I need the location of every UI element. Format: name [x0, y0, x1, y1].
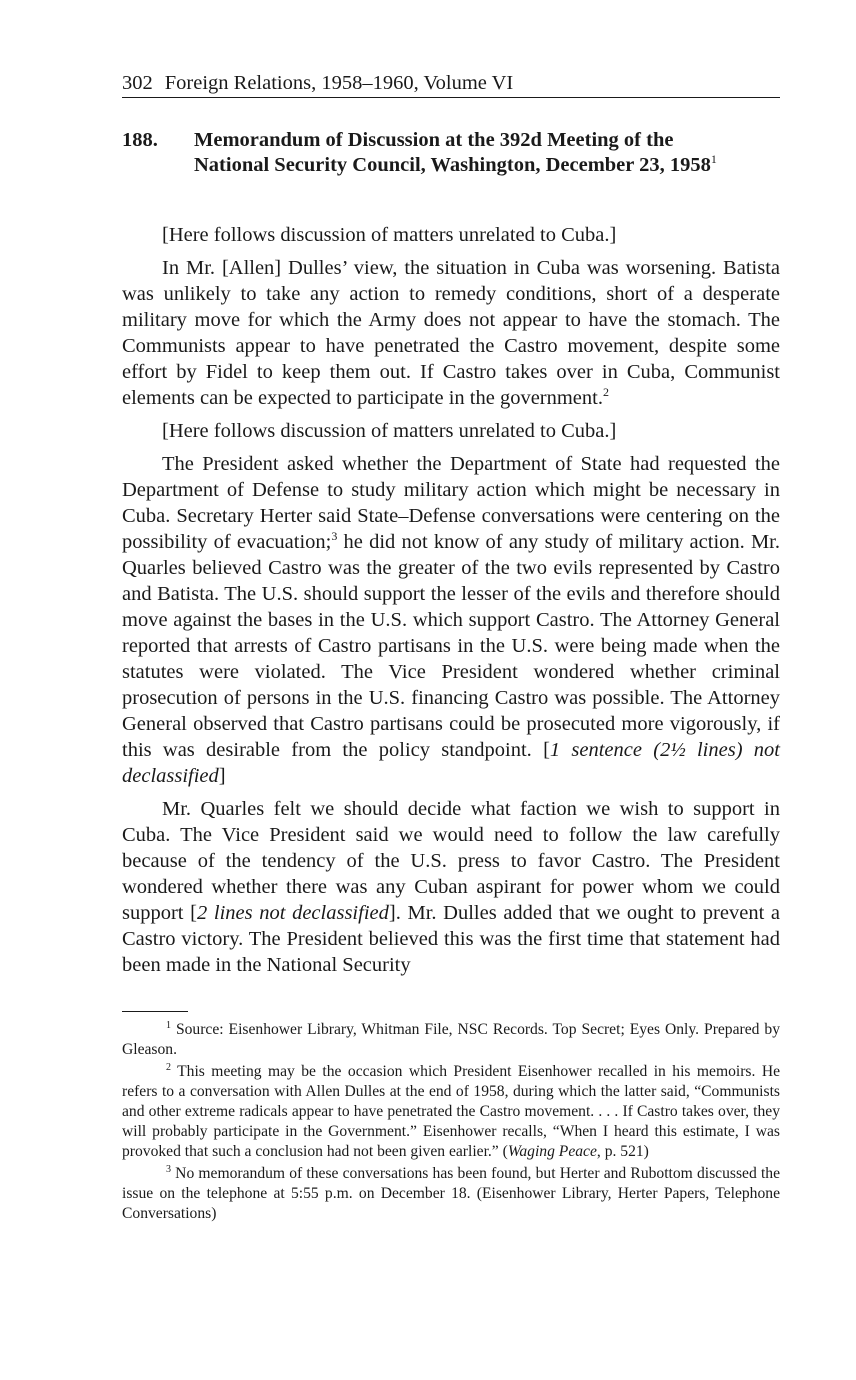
- paragraph-text: ]: [218, 765, 226, 787]
- paragraph-omission-2: [Here follows discussion of matters unrelated to Cuba.]: [162, 420, 617, 442]
- footnote-1: [122, 1020, 780, 1060]
- footnote-marker: 1: [166, 1020, 171, 1031]
- document-body: [122, 222, 780, 978]
- page-number: 302: [122, 72, 153, 94]
- footnote-3: [122, 1164, 780, 1224]
- running-title: Foreign Relations, 1958–1960, Volume VI: [164, 72, 514, 94]
- book-title: Waging Peace: [507, 1143, 597, 1160]
- paragraph-quarles-faction: [122, 796, 780, 978]
- footnote-text: This meeting may be the occasion which President Eisenhower recalled in his memoirs. He refers to a conversation with Allen Dulles at the end of 1958, during which the latter said, “Communists and other extreme radicals appear to have penetrated the Castro movement. . . . If Castro takes over, they will probably participate in the Government.” Eisenhower recalls, “When I heard this estimate, I was provoked that such a conclusion had not been given earlier.” (: [122, 1063, 780, 1160]
- footnote-marker: 3: [166, 1164, 171, 1175]
- title-line-2: [194, 153, 780, 178]
- footnote-text: , p. 521): [596, 1143, 649, 1160]
- footnote-ref-1: 1: [710, 152, 717, 166]
- running-header: [122, 70, 780, 98]
- paragraph-text: The President asked whether the Department of State had requested the Department of Defense to study military action which might be necessary in Cuba. Secretary Herter said State–Defense conversations were centering on the possibility of evacuation;: [122, 453, 780, 553]
- footnotes: [122, 1020, 780, 1224]
- footnote-ref-2: 2: [602, 385, 609, 399]
- paragraph-president-question: [122, 451, 780, 789]
- document-number: 188.: [122, 129, 158, 151]
- document-title: [122, 128, 780, 178]
- page: [122, 70, 780, 1226]
- not-declassified-note: 2 lines not declassified: [196, 902, 389, 924]
- footnote-divider: [122, 1011, 188, 1012]
- title-line-2-text: National Security Council, Washington, December 23, 1958: [194, 154, 711, 176]
- paragraph-text: ]. Mr. Dulles added that we ought to prevent a Castro victory. The President believed this was the first time that statement had been made in the National Security: [122, 902, 781, 976]
- not-declassified-note: 1 sentence (2½ lines) not declassified: [122, 739, 780, 787]
- footnote-marker: 2: [166, 1062, 171, 1073]
- paragraph-omission-1: [Here follows discussion of matters unrelated to Cuba.]: [162, 224, 617, 246]
- paragraph-text: Mr. Quarles felt we should decide what faction we wish to support in Cuba. The Vice President said we would need to follow the law carefully because of the tendency of the U.S. press to favor Castro. The President wondered whether there was any Cuban aspirant for power whom we could support [: [122, 798, 780, 924]
- footnote-text: No memorandum of these conversations has been found, but Herter and Rubottom discussed the issue on the telephone at 5:55 p.m. on December 18. (Eisenhower Library, Herter Papers, Telephone Conversations): [122, 1165, 780, 1222]
- paragraph-dulles-view: [122, 255, 780, 411]
- paragraph-text: he did not know of any study of military action. Mr. Quarles believed Castro was the greater of the two evils represented by Castro and Batista. The U.S. should support the lesser of the evils and therefore should move against the bases in the U.S. which support Castro. The Attorney General reported that arrests of Castro partisans in the U.S. were being made when the statutes were violated. The Vice President wondered whether criminal prosecution of persons in the U.S. financing Castro was possible. The Attorney General observed that Castro partisans could be prosecuted more vigorously, if this was desirable from the policy standpoint. [: [122, 531, 780, 761]
- footnote-text: Source: Eisenhower Library, Whitman File, NSC Records. Top Secret; Eyes Only. Prepared by Gleason.: [122, 1021, 780, 1058]
- paragraph-text: In Mr. [Allen] Dulles’ view, the situation in Cuba was worsening. Batista was unlikely to take any action to remedy conditions, short of a desperate military move for which the Army does not appear to have the stomach. The Communists appear to have penetrated the Castro movement, despite some effort by Fidel to keep them out. If Castro takes over in Cuba, Communist elements can be expected to participate in the government.: [122, 257, 780, 409]
- footnote-2: [122, 1062, 780, 1162]
- footnote-ref-3: 3: [331, 529, 338, 543]
- title-line-1: Memorandum of Discussion at the 392d Meeting of the: [194, 129, 674, 151]
